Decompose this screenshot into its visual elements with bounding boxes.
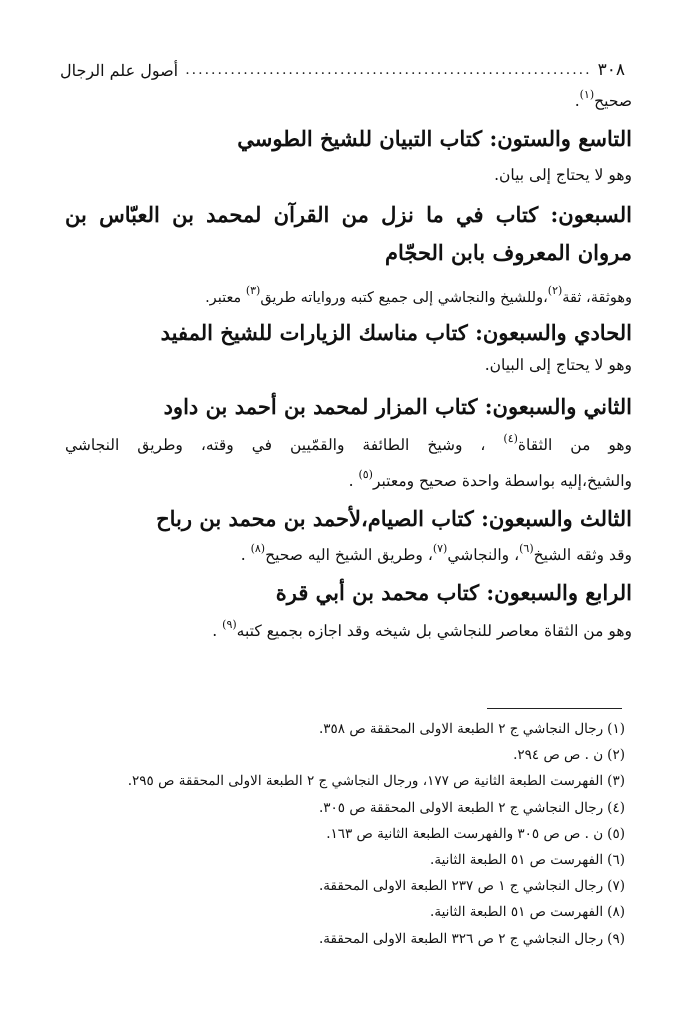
text-line: والشيخ،إليه بواسطة واحدة صحيح ومعتبر$^{(٥)}$ . — [348, 468, 632, 490]
text-line: وهو من الثقاة$^{(٤)}$ ، وشيخ الطائفة والقمّيين في وقته، وطريق النجاشي — [65, 432, 632, 454]
footnote-ref: (٩) — [222, 618, 237, 631]
footnote-ref: (٣) — [245, 284, 261, 297]
footnote-ref: (٧) — [432, 542, 448, 555]
footnote: (٥)ن . ص ص ٣٠٥ والفهرست الطبعة الثانية ص ١٦٣. — [326, 825, 625, 842]
main-text — [65, 88, 632, 654]
footnote-separator — [487, 708, 622, 709]
footnote: (١)رجال النجاشي ج ٢ الطبعة الاولى المحققة ص ٣٥٨. — [318, 721, 625, 737]
section-heading: الحادي والسبعون: كتاب مناسك الزيارات للشيخ المفيد — [160, 320, 632, 345]
footnotes — [65, 716, 625, 952]
section-heading-continued: مروان المعروف بابن الحجّام — [385, 240, 632, 265]
footnote: (٢)ن . ص ص ٢٩٤. — [513, 747, 625, 764]
text-line: وقد وثقه الشيخ$^{(٦)}$، والنجاشي$^{(٧)}$، وطريق الشيخ اليه صحيح$^{(٨)}$ . — [240, 542, 632, 564]
footnote-ref: (٨) — [250, 542, 266, 555]
footnote: (٩)رجال النجاشي ج ٢ ص ٣٢٦ الطبعة الاولى المحققة. — [318, 930, 625, 947]
footnote: (٤)رجال النجاشي ج ٢ الطبعة الاولى المحققة ص ٣٠٥. — [318, 799, 625, 816]
footnote: (٦)الفهرست ص ٥١ الطبعة الثانية. — [430, 851, 625, 868]
section-heading: الثالث والسبعون: كتاب الصيام،لأحمد بن محمد بن رباح — [156, 506, 632, 531]
page-number: ٣٠٨ — [597, 60, 625, 80]
book-title: أصول علم الرجال — [60, 60, 179, 80]
section-heading: الثاني والسبعون: كتاب المزار لمحمد بن أحمد بن داود — [163, 394, 632, 419]
text-line: وهو لا يحتاج إلى بيان. — [494, 166, 632, 184]
footnote-ref: (٤) — [503, 432, 518, 445]
footnote: (٨)الفهرست ص ٥١ الطبعة الثانية. — [430, 904, 625, 921]
section-heading: السبعون: كتاب في ما نزل من القرآن لمحمد بن العبّاس بن — [65, 202, 632, 227]
text-line: وهوثقة، ثقة$^{(٢)}$،وللشيخ والنجاشي إلى جميع كتبه ورواياته طريق$^{(٣)}$ معتبر. — [205, 284, 632, 306]
footnote-ref: (٢) — [547, 284, 563, 297]
footnote: (٣)الفهرست الطبعة الثانية ص ١٧٧، ورجال النجاشي ج ٢ الطبعة الاولى المحققة ص ٢٩٥. — [127, 773, 625, 790]
text-line: وهو لا يحتاج إلى البيان. — [484, 356, 632, 374]
footnote-ref: (٦) — [519, 542, 534, 555]
header-leader-dots — [184, 62, 591, 78]
section-heading: التاسع والستون: كتاب التبيان للشيخ الطوسي — [237, 126, 632, 151]
footnote-ref: (٥) — [358, 468, 373, 481]
text-line: وهو من الثقاة معاصر للنجاشي بل شيخه وقد اجازه بجميع كتبه$^{(٩)}$ . — [212, 618, 632, 640]
footnote-ref: (١) — [579, 88, 595, 101]
text-line: صحيح$^{(١)}$. — [574, 88, 632, 110]
footnote: (٧)رجال النجاشي ج ١ ص ٢٣٧ الطبعة الاولى المحققة. — [318, 878, 625, 895]
section-heading: الرابع والسبعون: كتاب محمد بن أبي قرة — [275, 580, 632, 605]
running-header — [60, 55, 625, 85]
